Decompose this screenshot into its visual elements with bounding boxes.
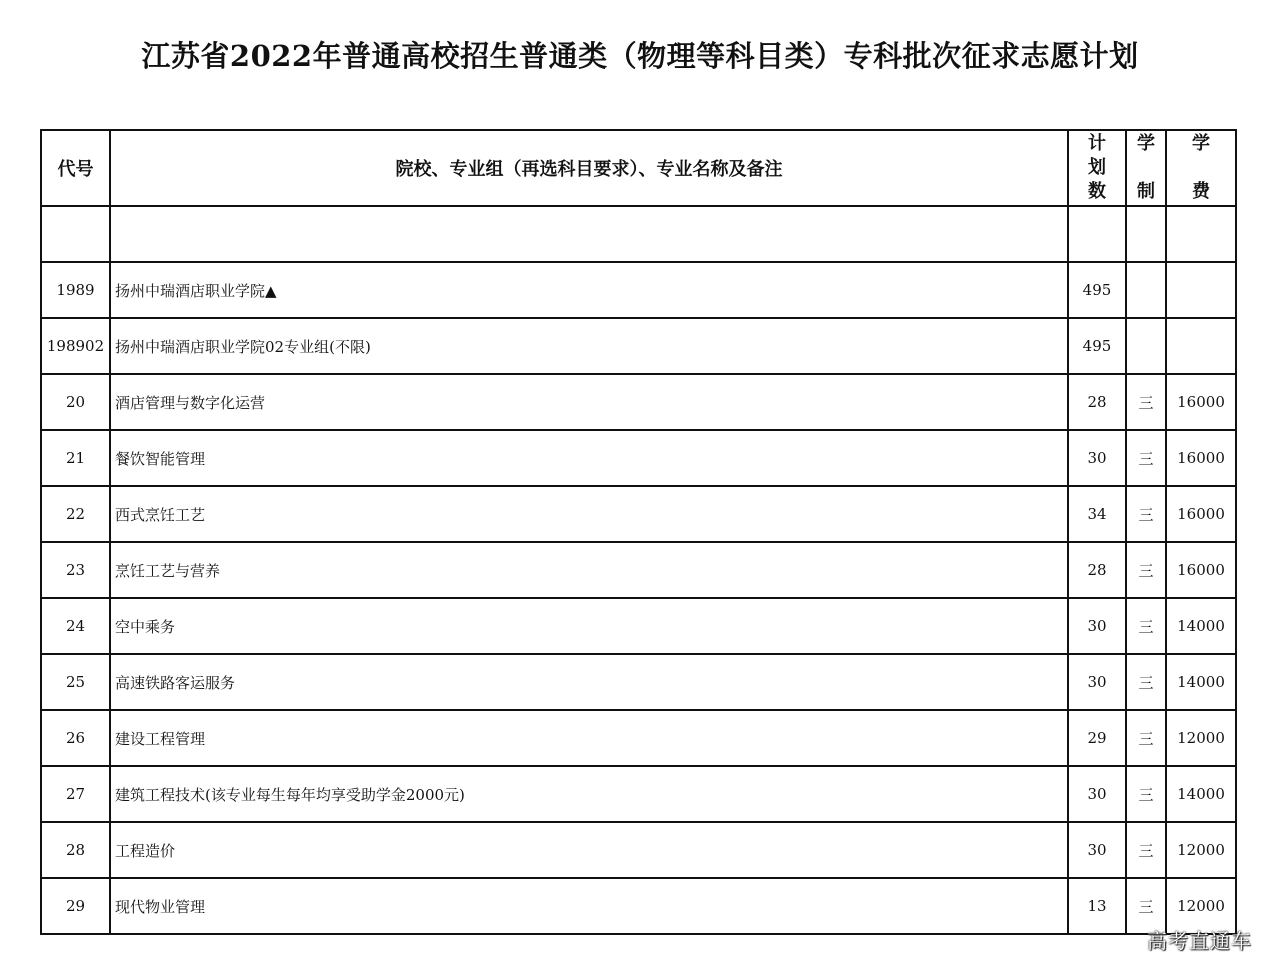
table-row (41, 878, 1236, 934)
cell-fee: 16000 (1166, 542, 1236, 598)
cell-code: 198902 (41, 318, 110, 374)
cell-fee: 14000 (1166, 654, 1236, 710)
header-fee-char: 学 (1192, 133, 1210, 154)
cell-count: 30 (1068, 822, 1126, 878)
cell-fee: 14000 (1166, 598, 1236, 654)
cell-code: 23 (41, 542, 110, 598)
cell-count: 34 (1068, 486, 1126, 542)
enrollment-plan-table (40, 129, 1237, 935)
cell-years: 三 (1126, 878, 1166, 934)
cell-code: 20 (41, 374, 110, 430)
cell-fee: 16000 (1166, 430, 1236, 486)
cell-count: 30 (1068, 766, 1126, 822)
cell-count: 29 (1068, 710, 1126, 766)
cell-fee (1166, 206, 1236, 262)
cell-code: 26 (41, 710, 110, 766)
table-row (41, 542, 1236, 598)
cell-fee (1166, 262, 1236, 318)
cell-name (110, 206, 1068, 262)
cell-years: 三 (1126, 766, 1166, 822)
table-row (41, 822, 1236, 878)
header-years (1126, 130, 1166, 206)
cell-code: 29 (41, 878, 110, 934)
cell-fee: 16000 (1166, 486, 1236, 542)
table-row (41, 206, 1236, 262)
cell-name: 西式烹饪工艺 (110, 486, 1068, 542)
cell-name: 现代物业管理 (110, 878, 1068, 934)
cell-name: 酒店管理与数字化运营 (110, 374, 1068, 430)
cell-years: 三 (1126, 430, 1166, 486)
cell-count: 495 (1068, 318, 1126, 374)
watermark-text: 高考直通车 (1147, 929, 1252, 953)
table-row (41, 262, 1236, 318)
cell-name: 扬州中瑞酒店职业学院02专业组(不限) (110, 318, 1068, 374)
cell-years: 三 (1126, 822, 1166, 878)
cell-name: 工程造价 (110, 822, 1068, 878)
cell-years: 三 (1126, 710, 1166, 766)
cell-years (1126, 206, 1166, 262)
cell-name: 高速铁路客运服务 (110, 654, 1068, 710)
cell-years (1126, 318, 1166, 374)
cell-code (41, 206, 110, 262)
cell-code: 1989 (41, 262, 110, 318)
cell-code: 21 (41, 430, 110, 486)
table-row (41, 374, 1236, 430)
page-title: 江苏省2022年普通高校招生普通类（物理等科目类）专科批次征求志愿计划 (141, 39, 1139, 73)
table-row (41, 318, 1236, 374)
cell-count (1068, 206, 1126, 262)
cell-code: 27 (41, 766, 110, 822)
cell-years: 三 (1126, 374, 1166, 430)
cell-code: 22 (41, 486, 110, 542)
header-count-char: 数 (1088, 181, 1106, 202)
cell-count: 13 (1068, 878, 1126, 934)
cell-years: 三 (1126, 598, 1166, 654)
cell-years: 三 (1126, 542, 1166, 598)
table-row (41, 654, 1236, 710)
cell-fee: 14000 (1166, 766, 1236, 822)
cell-fee: 12000 (1166, 878, 1236, 934)
cell-name: 建筑工程技术(该专业每生每年均享受助学金2000元) (110, 766, 1068, 822)
header-name: 院校、专业组（再选科目要求）、专业名称及备注 (110, 130, 1068, 206)
header-count-char: 划 (1088, 157, 1106, 178)
cell-fee: 12000 (1166, 822, 1236, 878)
header-count (1068, 130, 1126, 206)
cell-count: 30 (1068, 598, 1126, 654)
header-years-char: 制 (1137, 181, 1155, 202)
cell-years (1126, 262, 1166, 318)
cell-years: 三 (1126, 486, 1166, 542)
cell-code: 25 (41, 654, 110, 710)
cell-code: 24 (41, 598, 110, 654)
header-fee-char: 费 (1192, 181, 1210, 202)
header-count-char: 计 (1088, 133, 1106, 154)
cell-name: 餐饮智能管理 (110, 430, 1068, 486)
cell-count: 28 (1068, 542, 1126, 598)
header-fee (1166, 130, 1236, 206)
cell-fee (1166, 318, 1236, 374)
cell-fee: 16000 (1166, 374, 1236, 430)
header-years-char: 学 (1137, 133, 1155, 154)
table-header-row (41, 130, 1236, 206)
table-row (41, 710, 1236, 766)
table-row (41, 430, 1236, 486)
cell-name: 空中乘务 (110, 598, 1068, 654)
cell-count: 28 (1068, 374, 1126, 430)
cell-fee: 12000 (1166, 710, 1236, 766)
cell-name: 烹饪工艺与营养 (110, 542, 1068, 598)
table-row (41, 598, 1236, 654)
cell-code: 28 (41, 822, 110, 878)
cell-count: 30 (1068, 430, 1126, 486)
table-row (41, 486, 1236, 542)
cell-count: 495 (1068, 262, 1126, 318)
cell-name: 建设工程管理 (110, 710, 1068, 766)
cell-count: 30 (1068, 654, 1126, 710)
table-row (41, 766, 1236, 822)
cell-name: 扬州中瑞酒店职业学院▲ (110, 262, 1068, 318)
cell-years: 三 (1126, 654, 1166, 710)
header-code: 代号 (41, 130, 110, 206)
